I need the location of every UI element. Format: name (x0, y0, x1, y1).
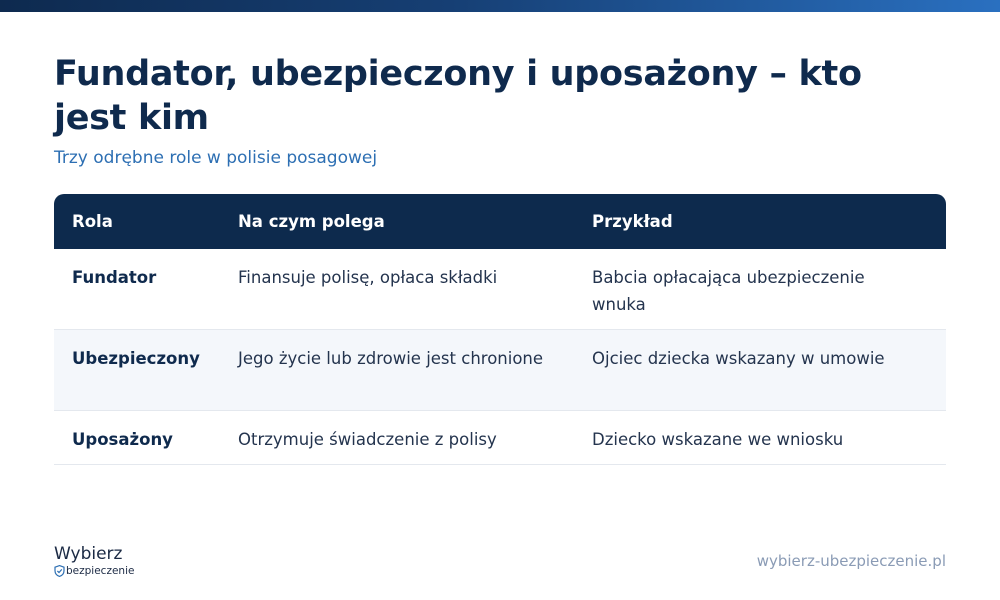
table-header (54, 194, 946, 249)
header-description: Na czym polega (238, 212, 385, 231)
logo-wordmark: Wybierz (54, 544, 123, 564)
brand-logo[interactable] (54, 544, 134, 577)
example-cell: Dziecko wskazane we wniosku (592, 430, 844, 449)
roles-table (54, 194, 946, 465)
header-role: Rola (72, 212, 113, 231)
role-cell: Ubezpieczony (72, 349, 200, 368)
description-cell: Finansuje polisę, opłaca składki (238, 268, 498, 287)
description-cell: Otrzymuje świadczenie z polisy (238, 430, 497, 449)
example-cell: Ojciec dziecka wskazany w umowie (592, 349, 885, 368)
table-row (54, 411, 946, 465)
footer-website-link[interactable]: wybierz-ubezpieczenie.pl (756, 552, 946, 570)
shield-check-icon (54, 565, 65, 577)
header-example: Przykład (592, 212, 673, 231)
table-row (54, 330, 946, 411)
page-subtitle: Trzy odrębne role w polisie posagowej (54, 148, 378, 168)
table-row (54, 249, 946, 330)
example-cell: Babcia opłacająca ubezpieczenie wnuka (592, 268, 865, 314)
role-cell: Uposażony (72, 430, 173, 449)
page-title: Fundator, ubezpieczony i uposażony – kto jest kim (54, 54, 862, 138)
description-cell: Jego życie lub zdrowie jest chronione (238, 349, 544, 368)
top-accent-bar (0, 0, 1000, 12)
logo-subword: bezpieczenie (66, 565, 135, 577)
role-cell: Fundator (72, 268, 157, 287)
